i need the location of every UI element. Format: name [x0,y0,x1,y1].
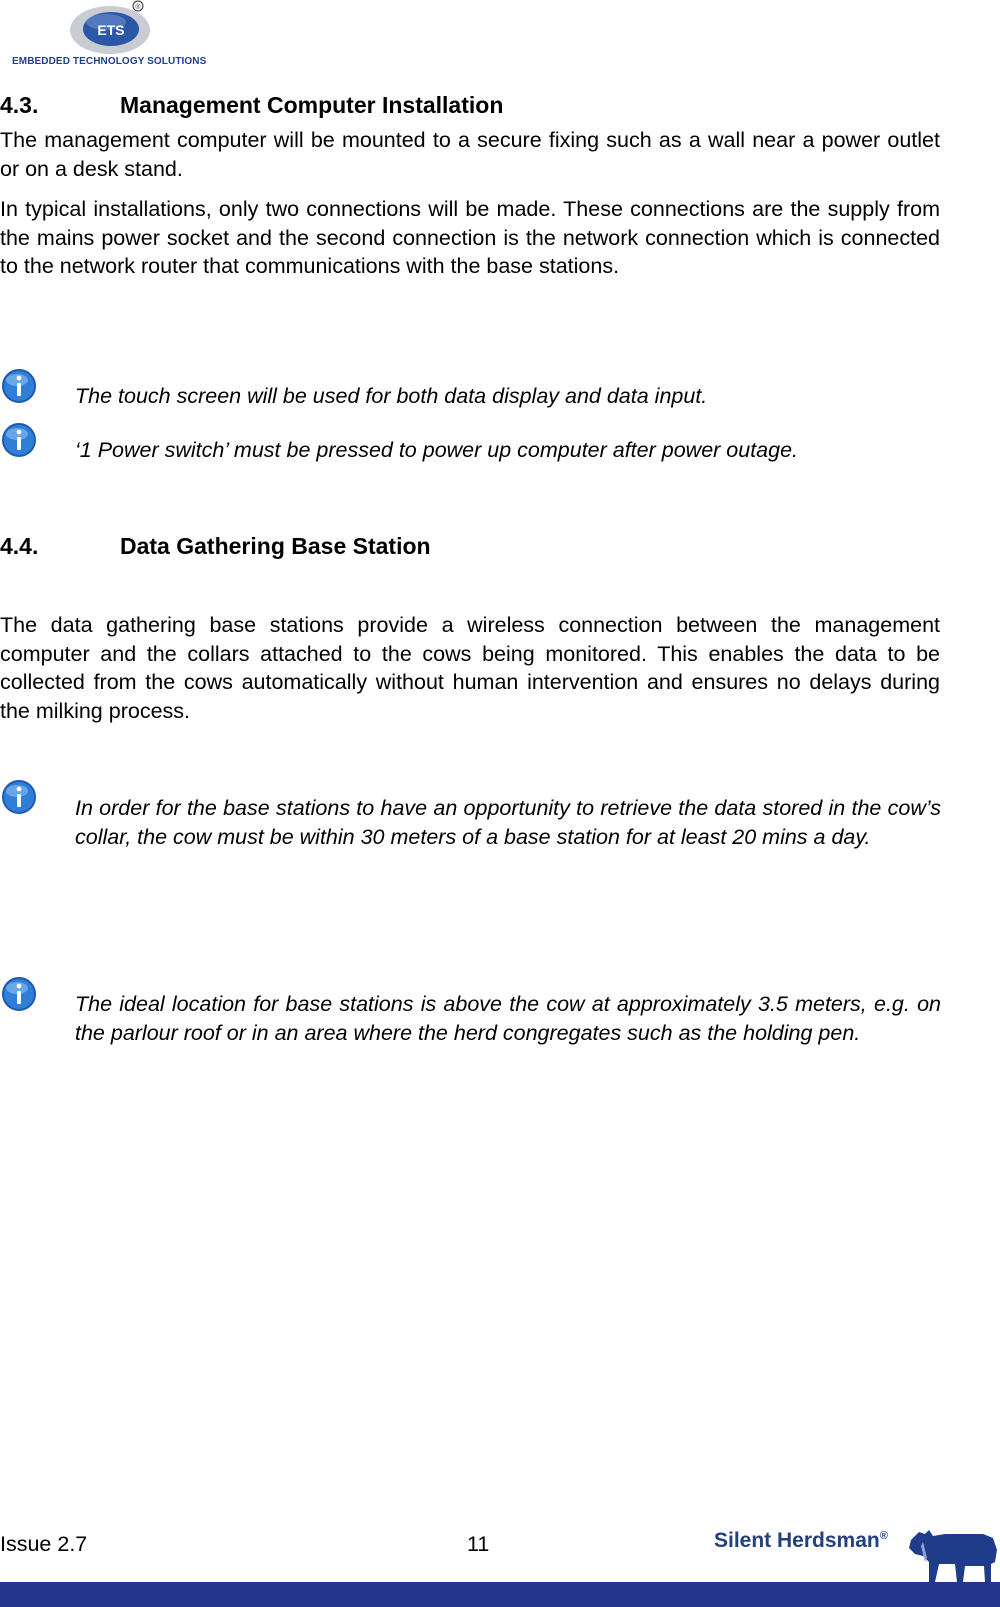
page-number: 11 [467,1532,490,1556]
paragraph: The data gathering base stations provide a wireless connection between the management computer and the collars attached to the cows being monitored. This enables the data to be collected from the cows automatically without human intervention and ensures no delays during the milking process. [0,613,940,723]
section-number: 4.4. [0,533,39,559]
brand-registered-mark: ® [879,1530,888,1542]
footer-issue: Issue 2.7 [0,1532,88,1556]
section-4-4-heading [0,533,431,560]
ets-logo-mark [8,0,198,60]
info-icon [0,975,38,1013]
note-text: The ideal location for base stations is above the cow at approximately 3.5 meters, e.g. on the parlour roof or in an area where the herd congregates such as the holding pen. [75,992,941,1045]
note-text: The touch screen will be used for both data display and data input. [75,384,708,408]
info-icon [0,778,38,816]
logo-tagline: EMBEDDED TECHNOLOGY SOLUTIONS [12,56,207,67]
section-title: Data Gathering Base Station [120,533,431,559]
note-text: In order for the base stations to have an opportunity to retrieve the data stored in the cow’s collar, the cow must be within 30 meters of a base station for at least 20 mins a day. [75,796,941,849]
paragraph: In typical installations, only two connections will be made. These connections are the supply from the mains power socket and the second connection is the network connection which is connected to the network router that communications with the base stations. [0,197,940,278]
paragraph: The management computer will be mounted to a secure fixing such as a wall near a power outlet or on a desk stand. [0,128,940,181]
info-icon [0,421,38,459]
ets-logo [8,0,207,72]
info-icon [0,367,38,405]
logo-letters: ETS [97,22,125,38]
section-number: 4.3. [0,92,39,118]
cow-icon [905,1522,1000,1584]
section-title: Management Computer Installation [120,92,504,118]
silent-herdsman-brand [714,1529,888,1553]
note-text: ‘1 Power switch’ must be pressed to power up computer after power outage. [75,438,799,462]
section-4-3-heading [0,92,503,119]
brand-name: Silent Herdsman [714,1529,880,1552]
logo-registered-mark: ® [135,4,141,11]
footer-bar [0,1582,1000,1607]
